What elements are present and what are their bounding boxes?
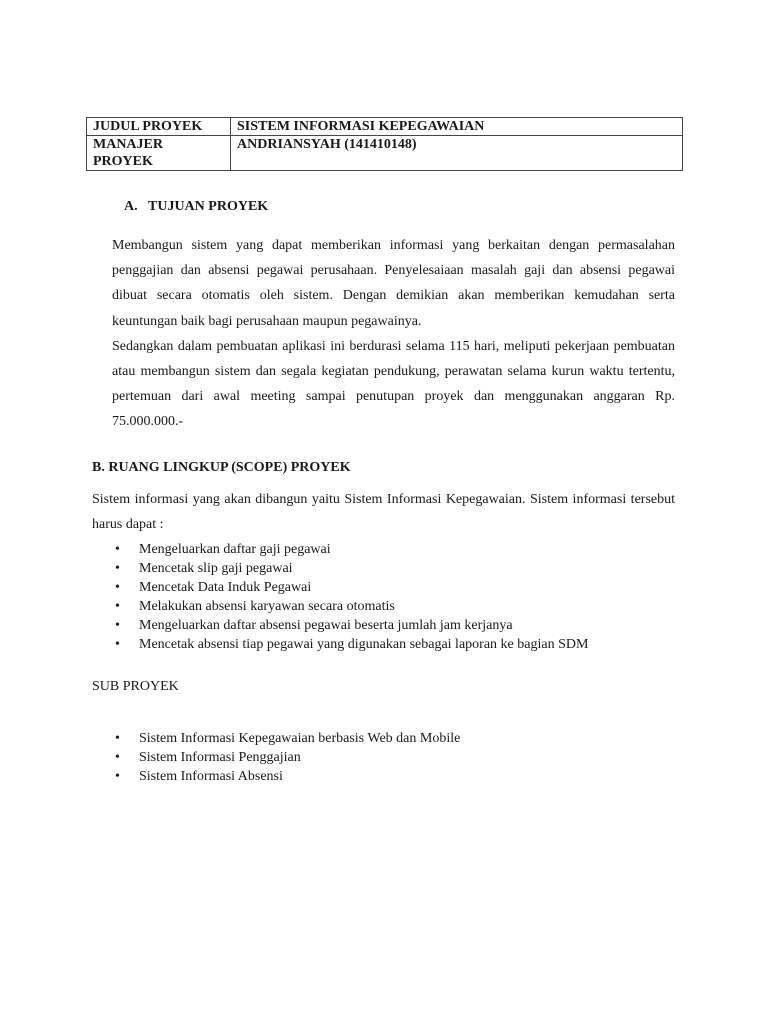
table-row	[87, 118, 683, 136]
table-row	[87, 136, 683, 171]
sub-proyek-list	[112, 729, 460, 786]
scope-list	[112, 540, 588, 654]
section-b-intro: Sistem informasi yang akan dibangun yaitu Sistem Informasi Kepegawaian. Sistem informasi tersebut harus dapat :	[92, 492, 675, 532]
list-item-text: Sistem Informasi Absensi	[139, 769, 283, 784]
bullet-icon: •	[115, 580, 120, 595]
bullet-icon: •	[115, 731, 120, 746]
list-item-text: Mencetak absensi tiap pegawai yang digunakan sebagai laporan ke bagian SDM	[139, 637, 589, 652]
project-info-table	[86, 117, 683, 171]
bullet-icon: •	[115, 618, 120, 633]
list-item-text: Mencetak Data Induk Pegawai	[139, 580, 312, 595]
list-item	[112, 578, 588, 597]
bullet-icon: •	[115, 561, 120, 576]
list-item	[112, 729, 460, 748]
list-item	[112, 767, 460, 786]
list-item	[112, 616, 588, 635]
bullet-icon: •	[115, 750, 120, 765]
section-a-number: A.	[124, 199, 138, 214]
list-item-text: Sistem Informasi Kepegawaian berbasis Web dan Mobile	[139, 731, 461, 746]
list-item	[112, 559, 588, 578]
project-title-value: SISTEM INFORMASI KEPEGAWAIAN	[231, 118, 683, 136]
bullet-icon: •	[115, 599, 120, 614]
list-item-text: Mengeluarkan daftar gaji pegawai	[139, 542, 331, 557]
project-manager-label: MANAJER PROYEK	[87, 136, 231, 171]
project-title-label: JUDUL PROYEK	[87, 118, 231, 136]
section-a-paragraph-2: Sedangkan dalam pembuatan aplikasi ini berdurasi selama 115 hari, meliputi pekerjaan pembuatan atau membangun sistem dan segala kegiatan pendukung, perawatan selama kurun waktu tertentu, pertemuan dari awal meeting sampai penutupan proyek dan menggunakan anggaran Rp. 75.000.000.-	[112, 338, 675, 430]
section-a-body	[112, 233, 675, 435]
section-b-heading: B. RUANG LINGKUP (SCOPE) PROYEK	[92, 460, 351, 475]
project-manager-value: ANDRIANSYAH (141410148)	[231, 136, 683, 171]
list-item	[112, 635, 588, 654]
section-a-title: TUJUAN PROYEK	[148, 199, 269, 214]
sub-proyek-heading: SUB PROYEK	[92, 679, 179, 694]
section-a-paragraph-1: Membangun sistem yang dapat memberikan informasi yang berkaitan dengan permasalahan penggajian dan absensi pegawai perusahaan. Penyelesaiaan masalah gaji dan absensi pegawai dibuat secara otomatis oleh sistem. Dengan demikian akan memberikan kemudahan serta keuntungan baik bagi perusahaan maupun pegawainya.	[112, 238, 675, 329]
list-item	[112, 597, 588, 616]
list-item-text: Sistem Informasi Penggajian	[139, 750, 301, 765]
list-item	[112, 540, 588, 559]
list-item	[112, 748, 460, 767]
list-item-text: Melakukan absensi karyawan secara otomatis	[139, 599, 395, 614]
bullet-icon: •	[115, 769, 120, 784]
section-a-heading	[124, 199, 268, 215]
bullet-icon: •	[115, 637, 120, 652]
list-item-text: Mengeluarkan daftar absensi pegawai beserta jumlah jam kerjanya	[139, 618, 513, 633]
bullet-icon: •	[115, 542, 120, 557]
list-item-text: Mencetak slip gaji pegawai	[139, 561, 293, 576]
